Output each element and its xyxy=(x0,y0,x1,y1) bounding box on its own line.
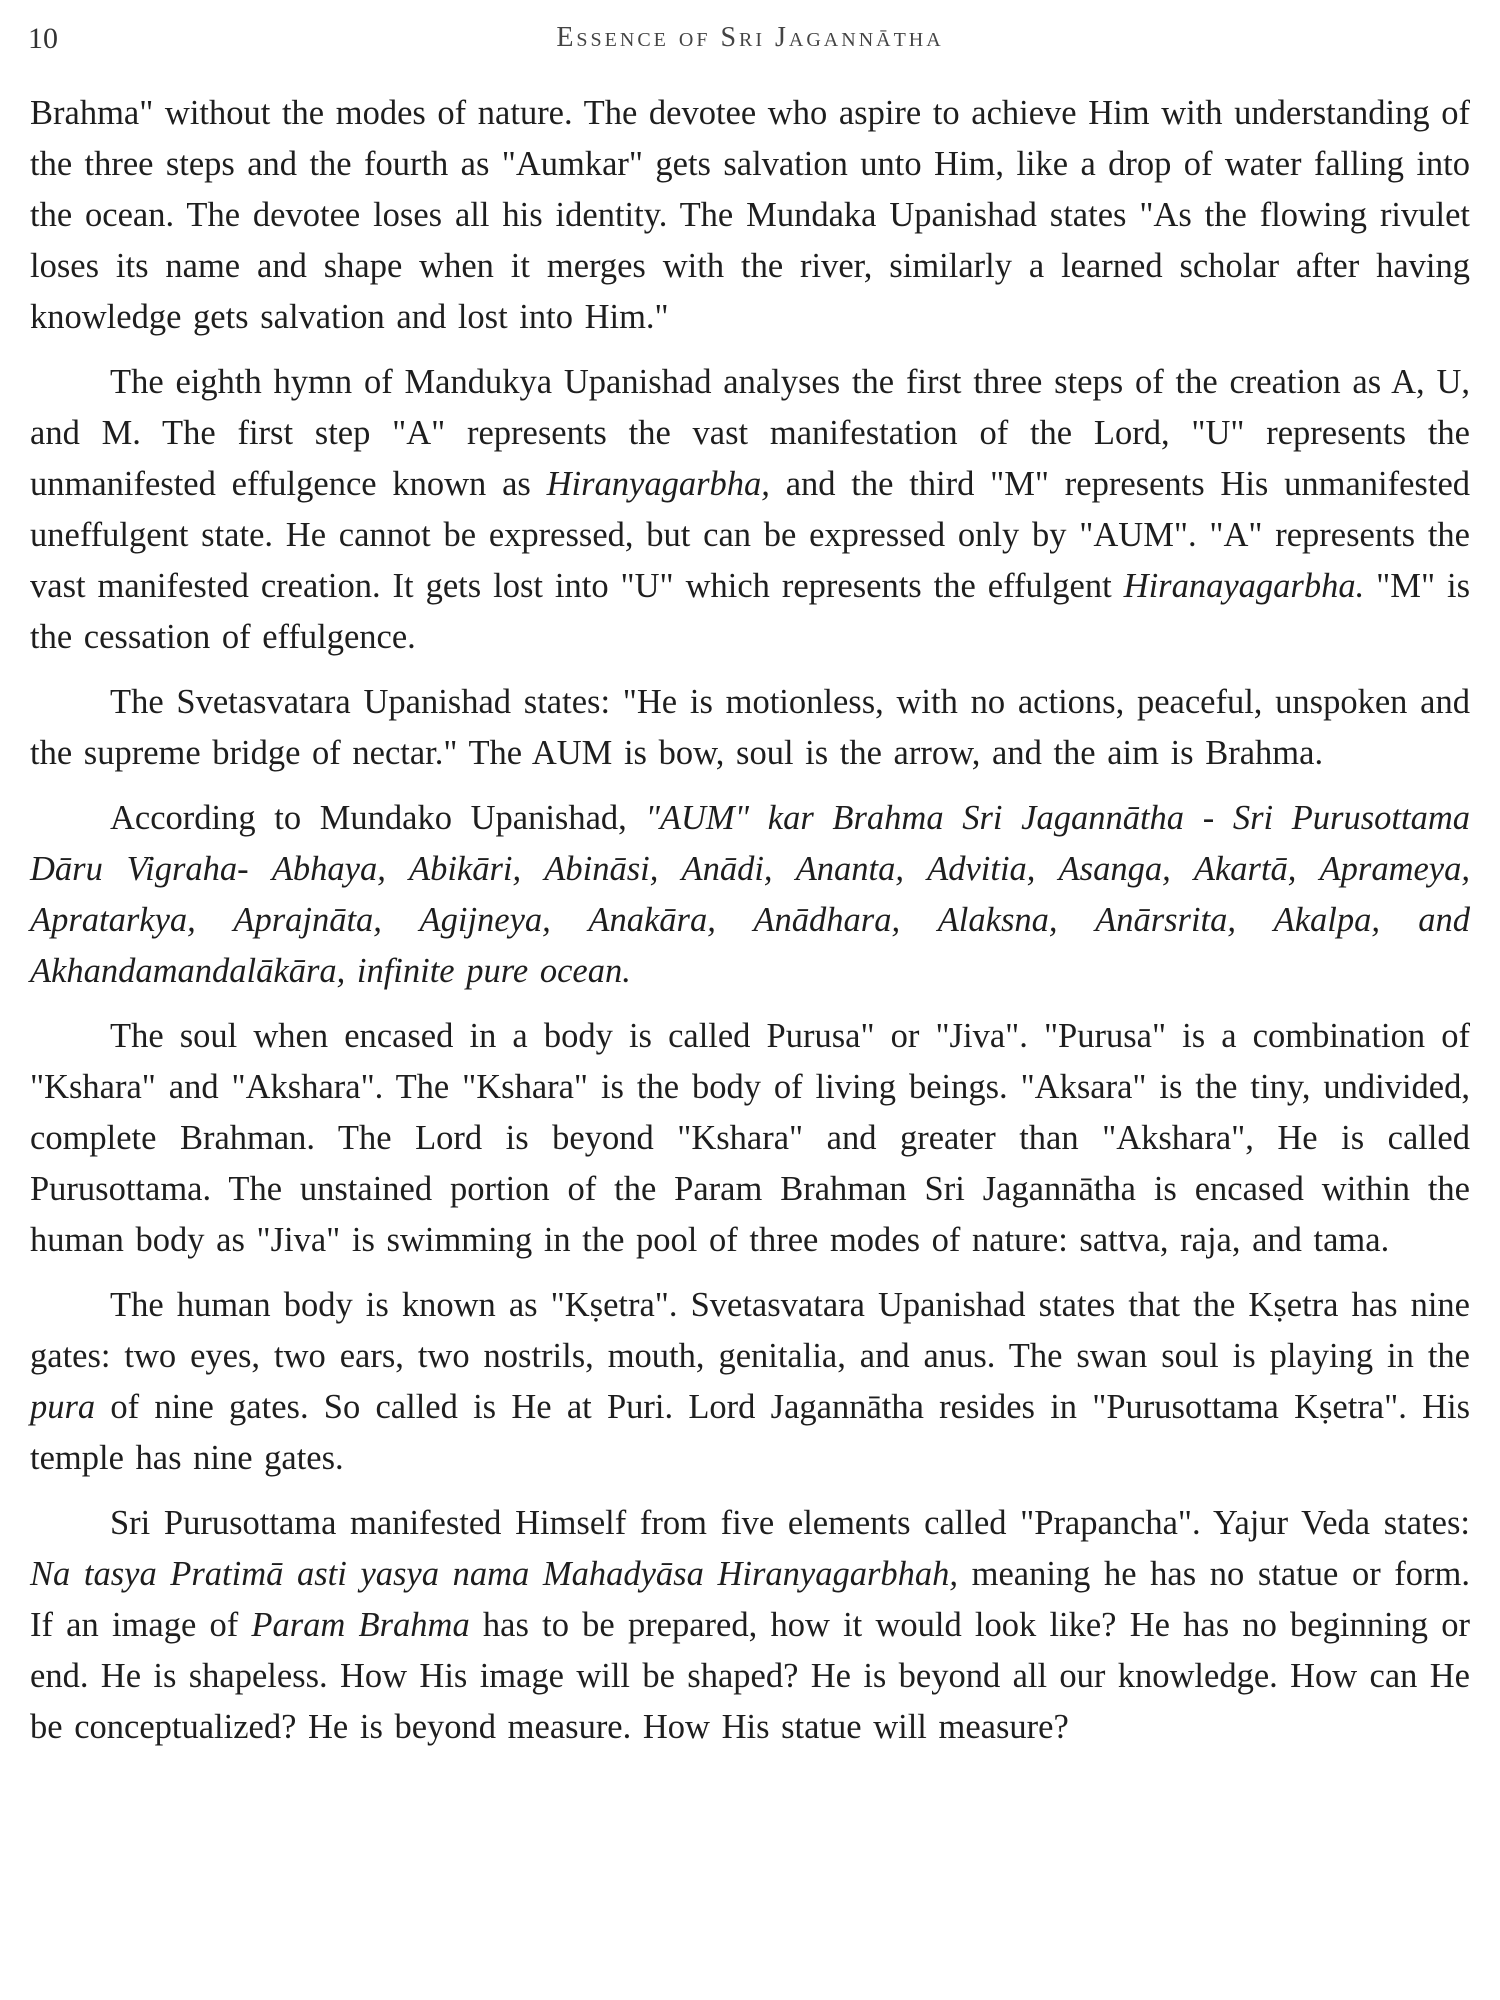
italic-term: Param Brahma xyxy=(251,1606,470,1644)
paragraph-text: "M" is the cessation of effulgence. xyxy=(30,567,1470,656)
paragraph-text: The human body is known as "Kṣetra". Svetasvatara Upanishad states that the Kṣetra has nine gates: two eyes, two ears, two nostrils, mouth, genitalia, and anus. The swan soul is playing in the xyxy=(30,1286,1470,1375)
paragraph-mandukya xyxy=(30,357,1470,663)
paragraph-text: The eighth hymn of Mandukya Upanishad analyses the first three steps of the creation as A, U, and M. The first step "A" represents the vast manifestation of the Lord, "U" represents the unmanifested effulgence known as xyxy=(30,363,1470,503)
page-header xyxy=(28,18,1472,68)
paragraph-text: The soul when encased in a body is called Purusa" or "Jiva". "Purusa" is a combination of "Kshara" and "Akshara". The "Kshara" is the body of living beings. "Aksara" is the tiny, undivided, complete Brahman. The Lord is beyond "Kshara" and greater than "Akshara", He is called Purusottama. The unstained portion of the Param Brahman Sri Jagannātha is encased within the human body as "Jiva" is swimming in the pool of three modes of nature: sattva, raja, and tama. xyxy=(30,1017,1470,1259)
paragraph-continuation xyxy=(30,88,1470,343)
paragraph-text: meaning he has no statue or form. If an image of xyxy=(30,1555,1470,1644)
paragraph-text: has to be prepared, how it would look like? He has no beginning or end. He is shapeless. How His image will be shaped? He is beyond all our knowledge. How can He be conceptualized? He is beyond measure. How His statue will measure? xyxy=(30,1606,1470,1746)
paragraph-prapancha xyxy=(30,1498,1470,1753)
italic-quote: Na tasya Pratimā asti yasya nama Mahadyāsa Hiranyagarbhah, xyxy=(30,1555,958,1593)
italic-term: pura xyxy=(30,1388,96,1426)
paragraph-text: According to Mundako Upanishad, xyxy=(110,799,646,837)
italic-epithets: "AUM" kar Brahma Sri Jagannātha - Sri Purusottama Dāru Vigraha- Abhaya, Abikāri, Abināsi, Anādi, Ananta, Advitia, Asanga, Akartā, Aprameya, Apratarkya, Aprajnāta, Agijneya, Anakāra, Anādhara, Alaksna, Anārsrita, Akalpa, and Akhandamandalākāra, infinite pure ocean. xyxy=(30,799,1470,990)
paragraph-text: The Svetasvatara Upanishad states: "He is motionless, with no actions, peaceful, unspoken and the supreme bridge of nectar." The AUM is bow, soul is the arrow, and the aim is Brahma. xyxy=(30,683,1470,772)
page-body xyxy=(30,88,1470,1767)
paragraph-purusa xyxy=(30,1011,1470,1266)
paragraph-svetasvatara xyxy=(30,677,1470,779)
running-head-title: Essence of Sri Jagannātha xyxy=(556,22,944,53)
paragraph-text: and the third "M" represents His unmanifested uneffulgent state. He cannot be expressed, but can be expressed only by "AUM". "A" represents the vast manifested creation. It gets lost into "U" which represents the effulgent xyxy=(30,465,1471,605)
paragraph-ksetra xyxy=(30,1280,1470,1484)
italic-term: Hiranayagarbha. xyxy=(1123,567,1365,605)
italic-term: Hiranyagarbha, xyxy=(546,465,770,503)
paragraph-text: of nine gates. So called is He at Puri. Lord Jagannātha resides in "Purusottama Kṣetra". His temple has nine gates. xyxy=(30,1388,1470,1477)
paragraph-mundako xyxy=(30,793,1470,997)
paragraph-text: Brahma" without the modes of nature. The devotee who aspire to achieve Him with understanding of the three steps and the fourth as "Aumkar" gets salvation unto Him, like a drop of water falling into the ocean. The devotee loses all his identity. The Mundaka Upanishad states "As the flowing rivulet loses its name and shape when it merges with the river, similarly a learned scholar after having knowledge gets salvation and lost into Him." xyxy=(30,94,1470,336)
paragraph-text: Sri Purusottama manifested Himself from five elements called "Prapancha". Yajur Veda states: xyxy=(110,1504,1470,1542)
page-number: 10 xyxy=(28,22,58,55)
